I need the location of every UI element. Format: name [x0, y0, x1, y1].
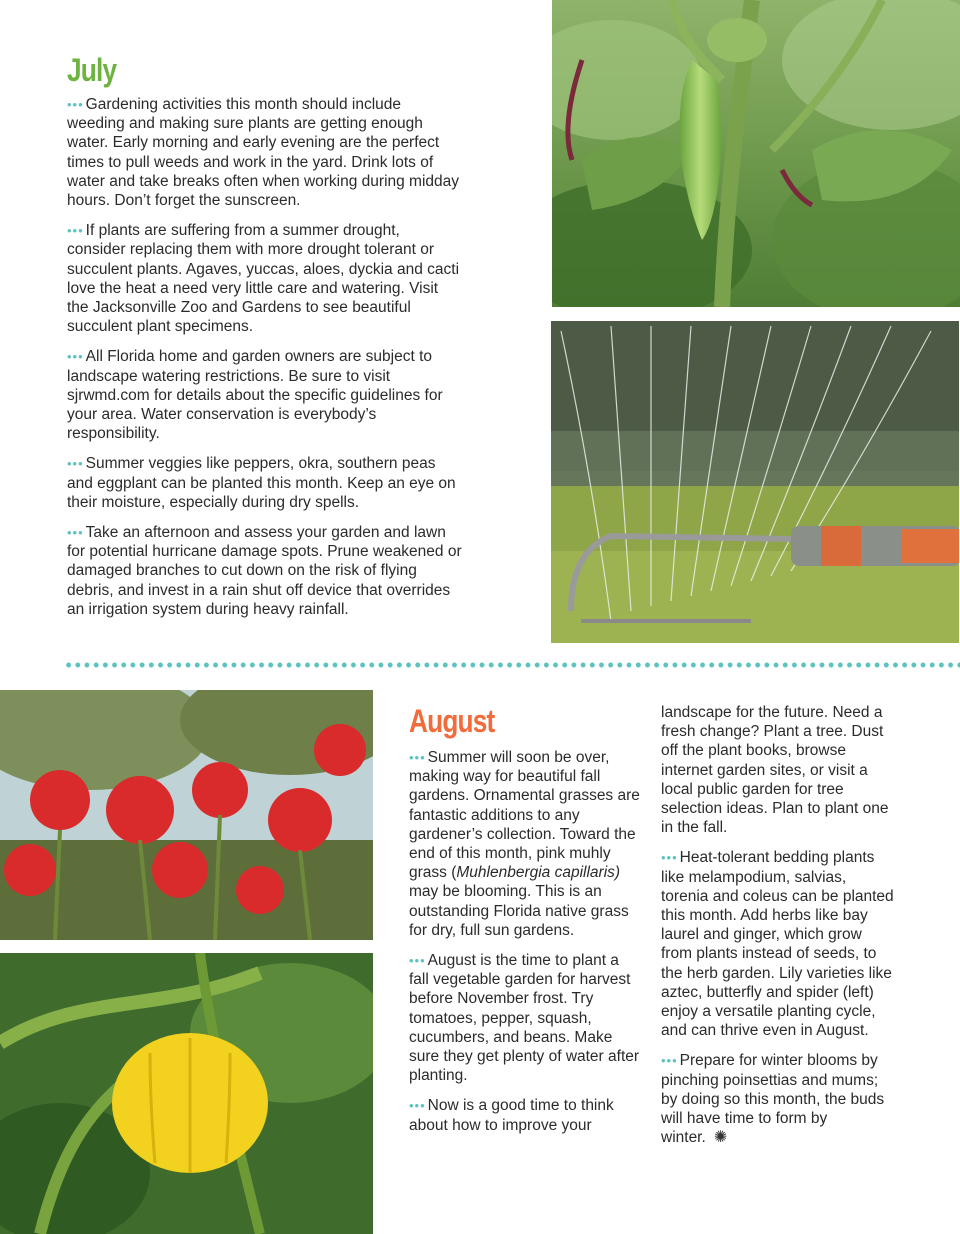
- bullet-icon: •••: [67, 97, 84, 112]
- squash-photo: [0, 953, 373, 1234]
- bullet-icon: •••: [67, 349, 84, 365]
- july-column: [67, 95, 462, 630]
- spider-lily-illustration: [0, 690, 373, 940]
- squash-illustration: [0, 953, 373, 1234]
- august-paragraph-5: ••• Prepare for winter blooms by pinching poinsettias and mums; by doing so this month, the buds will have time to form by winter. ✺: [661, 1052, 885, 1147]
- bullet-icon: •••: [661, 1053, 678, 1069]
- july-paragraph-1: ••• Gardening activities this month should include weeding and making sure plants are getting enough water. Early morning and early evening are the perfect times to pull weeds and work in the yard. Drink lots of water and take breaks often when working during midday hours. Don’t forget the sunscreen.: [67, 96, 460, 210]
- august-paragraph-3: ••• Now is a good time to think about how to improve your: [409, 1097, 614, 1134]
- bullet-icon: •••: [661, 850, 678, 866]
- july-paragraph-4: ••• Summer veggies like peppers, okra, southern peas and eggplant can be planted this month. Keep an eye on their moisture, especially during dry spells.: [67, 455, 456, 511]
- dotted-divider: [64, 661, 960, 669]
- okra-illustration: [552, 0, 960, 307]
- august-column-2: [661, 703, 897, 1158]
- july-paragraph-2: ••• If plants are suffering from a summer drought, consider replacing them with more drought tolerant or succulent plants. Agaves, yuccas, aloes, dyckia and cacti love the heat a need very little care and watering. Visit the Jacksonville Zoo and Gardens to see beautiful succulent plant specimens.: [67, 222, 460, 336]
- sprinkler-photo: [551, 321, 959, 643]
- august-paragraph-1: ••• Summer will soon be over, making way for beautiful fall gardens. Ornamental grasses are fantastic additions to any gardener’s collection. Toward the end of this month, pink muhly grass (Muhlenbergia capillaris) may be blooming. This is an outstanding Florida native grass for dry, full sun gardens.: [409, 749, 640, 939]
- sprinkler-illustration: [551, 321, 959, 643]
- august-paragraph-4: ••• Heat-tolerant bedding plants like melampodium, salvias, torenia and coleus can be planted this month. Add herbs like bay laurel and ginger, which grow from plants instead of seeds, to the herb garden. Lily varieties like aztec, butterfly and spider (left) enjoy a versatile planting cycle, and can thrive even in August.: [661, 849, 894, 1040]
- bullet-icon: •••: [409, 750, 426, 765]
- spider-lily-photo: [0, 690, 373, 940]
- august-column-1: [409, 748, 641, 1146]
- end-mark-icon: ✺: [713, 1129, 728, 1147]
- bullet-icon: •••: [67, 525, 84, 541]
- august-heading: August: [409, 703, 495, 739]
- bullet-icon: •••: [67, 223, 84, 239]
- july-heading: July: [67, 52, 117, 88]
- august-paragraph-3-continued: landscape for the future. Need a fresh change? Plant a tree. Dust off the plant books, browse internet garden sites, or visit a local public garden for tree selection ideas. Plan to plant one in the fall.: [661, 704, 889, 837]
- july-paragraph-5: ••• Take an afternoon and assess your garden and lawn for potential hurricane damage spots. Prune weakened or damaged branches to cut down on the risk of flying debris, and invest in a rain shut off device that overrides an irrigation system during heavy rainfall.: [67, 524, 462, 618]
- okra-photo: [552, 0, 960, 307]
- august-paragraph-2: ••• August is the time to plant a fall vegetable garden for harvest before November frost. Try tomatoes, pepper, squash, cucumbers, and beans. Make sure they get plenty of water after planting.: [409, 952, 640, 1085]
- bullet-icon: •••: [409, 1098, 426, 1114]
- bullet-icon: •••: [67, 456, 84, 472]
- july-paragraph-3: ••• All Florida home and garden owners are subject to landscape watering restrictions. Be sure to visit sjrwmd.com for details about the specific guidelines for your area. Water conservation is everybody’s responsibility.: [67, 348, 443, 443]
- bullet-icon: •••: [409, 953, 426, 969]
